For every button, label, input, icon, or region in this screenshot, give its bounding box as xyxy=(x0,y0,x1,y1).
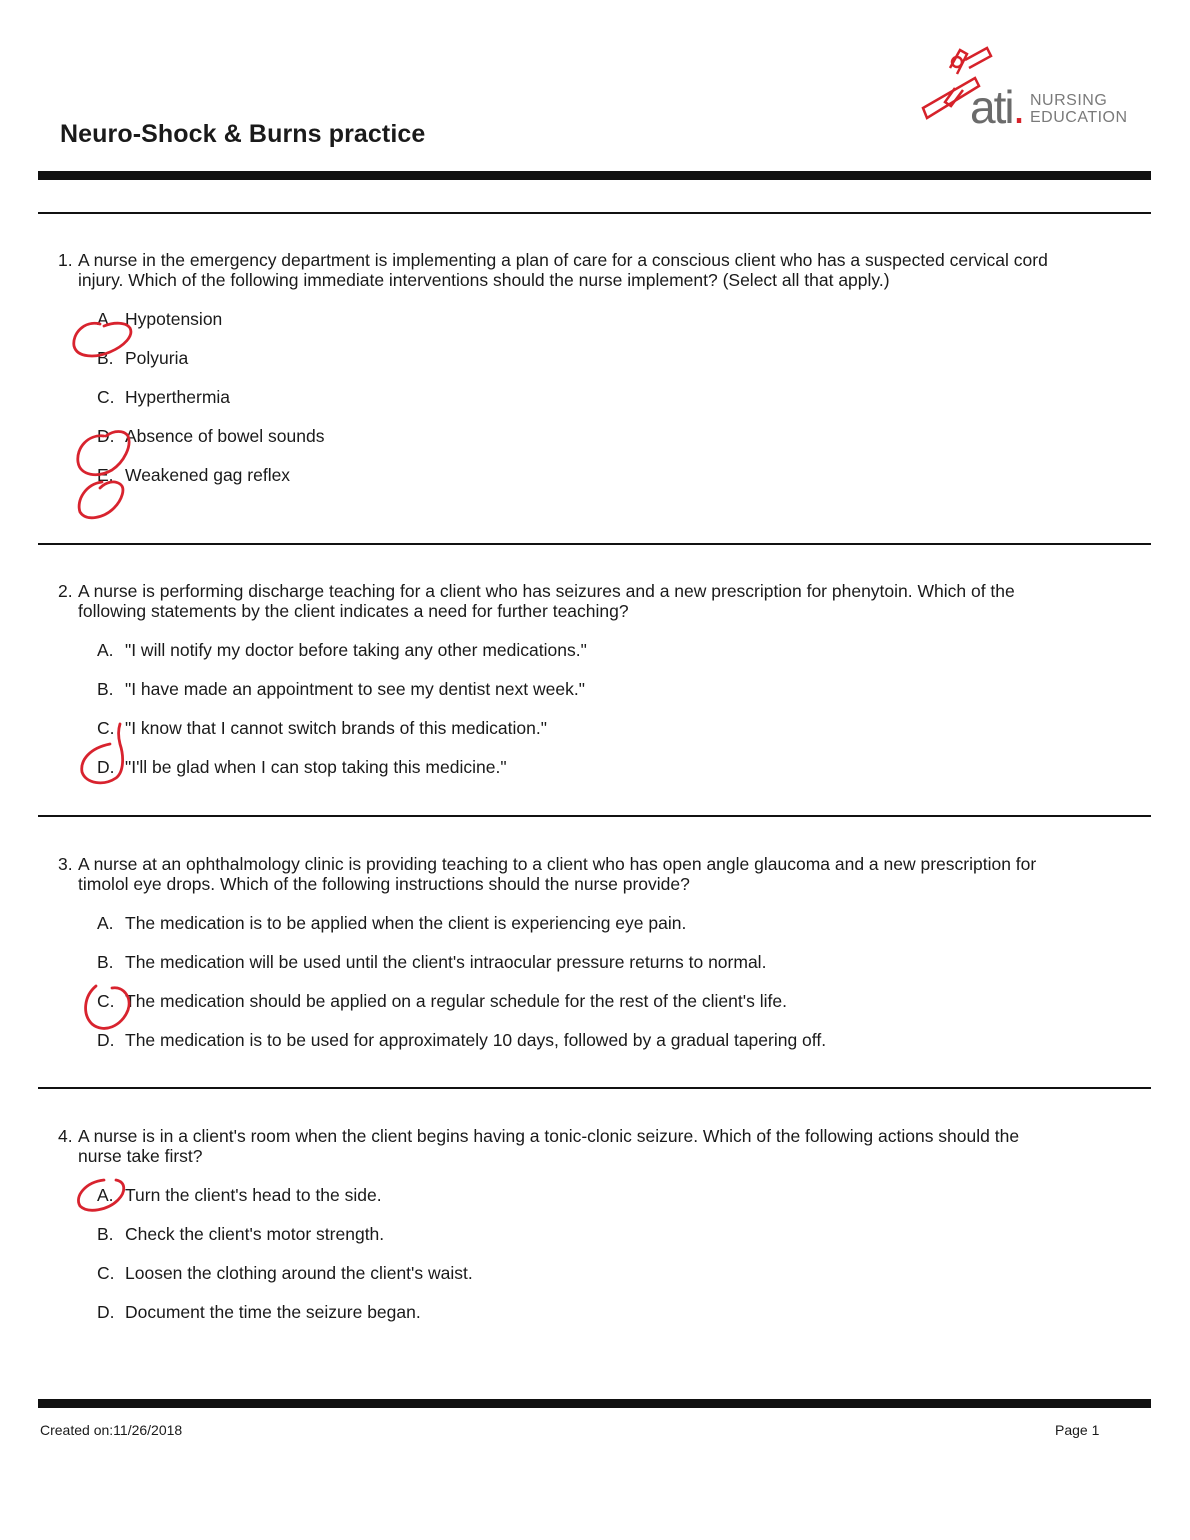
question-1 xyxy=(58,251,1058,504)
page-title: Neuro-Shock & Burns practice xyxy=(60,120,426,148)
divider xyxy=(38,543,1151,545)
question-number: 3. xyxy=(58,854,73,874)
option-1e[interactable]: E. Weakened gag reflex xyxy=(97,465,291,485)
divider xyxy=(38,1087,1151,1089)
question-stem: A nurse is in a client's room when the client begins having a tonic-clonic seizure. Which of the following actions should the nurse take first? xyxy=(78,1126,1020,1166)
question-number: 2. xyxy=(58,581,73,601)
question-stem: A nurse at an ophthalmology clinic is providing teaching to a client who has open angle glaucoma and a new prescription for timolol eye drops. Which of the following instructions should the nurse provide? xyxy=(78,854,1037,894)
question-stem: A nurse is performing discharge teaching for a client who has seizures and a new prescription for phenytoin. Which of the following statements by the client indicates a need for further teaching? xyxy=(78,581,1015,621)
option-3b[interactable]: B. The medication will be used until the client's intraocular pressure returns to normal. xyxy=(97,952,767,972)
question-4 xyxy=(58,1127,1058,1341)
option-2d[interactable]: D. "I'll be glad when I can stop taking this medicine." xyxy=(97,757,507,777)
option-1d[interactable]: D. Absence of bowel sounds xyxy=(97,426,325,446)
option-2c[interactable]: C. "I know that I cannot switch brands of this medication." xyxy=(97,718,547,738)
footer-rule xyxy=(38,1399,1151,1408)
option-4a[interactable]: A. Turn the client's head to the side. xyxy=(97,1185,382,1205)
divider xyxy=(38,212,1151,214)
question-number: 1. xyxy=(58,250,73,270)
page-number: Page 1 xyxy=(1055,1422,1100,1438)
ati-tagline: NURSING EDUCATION xyxy=(1030,92,1128,126)
question-2 xyxy=(58,582,1058,796)
option-1a[interactable]: A. Hypotension xyxy=(97,309,223,329)
option-1c[interactable]: C. Hyperthermia xyxy=(97,387,231,407)
question-stem: A nurse in the emergency department is implementing a plan of care for a conscious client who has a suspected cervical cord injury. Which of the following immediate interventions should the nurse implement? (Select all that apply.) xyxy=(78,250,1048,290)
option-2b[interactable]: B. "I have made an appointment to see my dentist next week." xyxy=(97,679,585,699)
option-3a[interactable]: A. The medication is to be applied when the client is experiencing eye pain. xyxy=(97,913,687,933)
ati-brand: ati. xyxy=(970,81,1024,133)
created-date: Created on:11/26/2018 xyxy=(40,1422,183,1438)
ati-logo xyxy=(905,40,1128,140)
option-4b[interactable]: B. Check the client's motor strength. xyxy=(97,1224,385,1244)
divider xyxy=(38,815,1151,817)
option-4d[interactable]: D. Document the time the seizure began. xyxy=(97,1302,421,1322)
option-1b[interactable]: B. Polyuria xyxy=(97,348,189,368)
option-4c[interactable]: C. Loosen the clothing around the client's waist. xyxy=(97,1263,473,1283)
option-3d[interactable]: D. The medication is to be used for approximately 10 days, followed by a gradual tapering off. xyxy=(97,1030,827,1050)
option-2a[interactable]: A. "I will notify my doctor before taking any other medications." xyxy=(97,640,587,660)
question-number: 4. xyxy=(58,1126,73,1146)
header-rule xyxy=(38,171,1151,180)
option-3c[interactable]: C. The medication should be applied on a regular schedule for the rest of the client's life. xyxy=(97,991,787,1011)
question-3 xyxy=(58,855,1058,1069)
